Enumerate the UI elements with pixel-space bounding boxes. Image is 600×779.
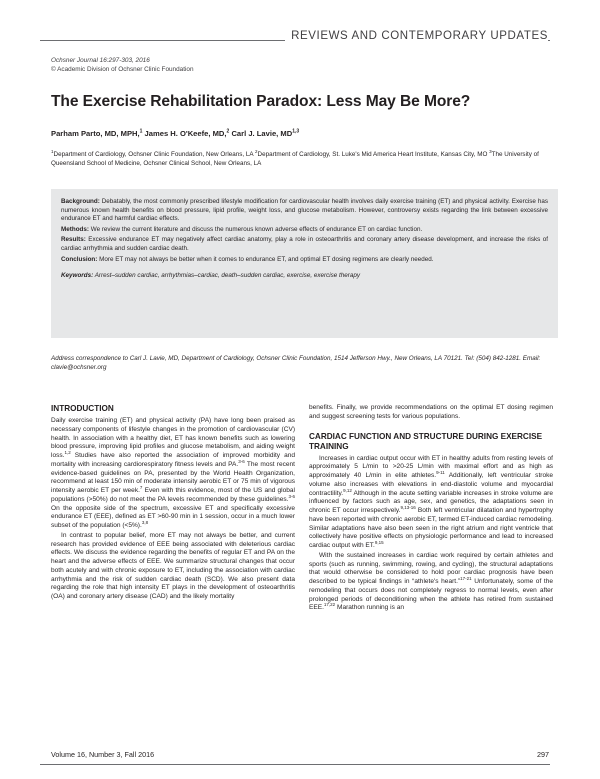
author-affiliation-mark: 2: [226, 128, 230, 135]
abstract-label: Background:: [61, 198, 100, 205]
author-affiliation-mark: 1: [139, 128, 143, 135]
paragraph: [309, 552, 553, 613]
abstract-conclusion: [61, 256, 548, 265]
author-name: James H. O'Keefe, MD,: [144, 129, 227, 138]
paragraph-text: Both left ventricular dilatation and hypertrophy have been reported with chronic aerobic ET, termed ET-induced cardiac remodeling. Similar adaptations have also been seen in the right atrium and right ventricle that collectively have positive effects on physiologic performance and lead to increased cardiac output with ET.: [309, 507, 553, 549]
body-column-left: [51, 404, 295, 603]
paragraph-text: On the opposite side of the spectrum, excessive ET and specifically excessive endurance ET (EEE), defined as ET >60-90 min in 1 session, occur in a much lower subset of the population (<5%).: [51, 504, 295, 529]
paragraph-text: Marathon running is an: [335, 604, 404, 612]
abstract-label: Results:: [61, 236, 86, 244]
citation-mark: 9,13-16: [400, 504, 416, 510]
paragraph: benefits. Finally, we provide recommendations on the optimal ET dosing regimen and suggest screening tests for various populations.: [309, 404, 553, 420]
citation-mark: 3-6: [288, 493, 295, 499]
affiliation-text: Department of Cardiology, St. Luke's Mid America Heart Institute, Kansas City, MO: [257, 151, 490, 158]
affiliation-text: The University of Queensland School of Medicine, Ochsner Clinical School, New Orleans, LA: [51, 151, 539, 167]
citation-mark: 9-11: [436, 469, 445, 475]
affiliation-mark: 3: [489, 148, 492, 154]
section-heading-cardiac-function: CARDIAC FUNCTION AND STRUCTURE DURING EXERCISE TRAINING: [309, 431, 543, 451]
citation-mark: 9,15: [374, 539, 384, 545]
section-heading-introduction: INTRODUCTION: [51, 404, 114, 413]
journal-meta: [51, 56, 194, 74]
abstract-text: More ET may not always be better when it comes to endurance ET, and optimal ET dosing regimens are clearly needed.: [97, 255, 434, 263]
abstract-text: Debatably, the most commonly prescribed lifestyle modification for cardiovascular health involves daily exercise training (ET) and physical activity. Exercise has numerous known health benefits on blood pressure, lipid profile, weight loss, and glucose metabolism. However, controversy exists regarding the link between excessive endurance ET and harmful cardiac effects.: [61, 198, 548, 223]
abstract-results: [61, 236, 548, 253]
citation-mark: 1,2: [64, 449, 71, 455]
affiliation-mark: 2: [255, 148, 258, 154]
abstract-label: Conclusion:: [61, 255, 98, 263]
journal-citation: Ochsner Journal 16:297-303, 2016: [51, 57, 150, 64]
article-title: The Exercise Rehabilitation Paradox: Less May Be More?: [51, 93, 471, 110]
copyright-line: © Academic Division of Ochsner Clinic Foundation: [51, 66, 194, 73]
paragraph-text: Although in the acute setting variable increases in stroke volume are influenced by factors such as age, sex, and genetics, the adaptations seen in chronic ET occur irrespectively.: [309, 489, 553, 514]
page-number: 297: [537, 750, 549, 759]
paragraph-text: With the sustained increases in cardiac work required by certain athletes and sports (such as running, swimming, rowing, and cycling), the structural adaptations that would otherwise be considered to hold poor cardiac prognosis have been described to be typical findings in “athlete's heart.”: [309, 551, 553, 585]
author-name: Parham Parto, MD, MPH,: [51, 129, 140, 138]
keywords-text: Arrest–sudden cardiac, arrhythmias–cardiac, death–sudden cardiac, exercise, exercise therapy: [93, 272, 361, 280]
paragraph-text: Even with this evidence, most of the US and global populations (>50%) do not meet the PA levels recommended by these guidelines.: [51, 487, 295, 503]
paragraph-text: Additionally, left ventricular stroke volume also increases with elevations in end-diastolic volume and myocardial contractility.: [309, 472, 553, 497]
paragraph: [309, 455, 553, 551]
abstract-label: Methods:: [61, 225, 89, 233]
paragraph-text: Studies have also reported the association of improved morbidity and mortality with increasing cardiorespiratory fitness levels and PA.: [51, 452, 295, 468]
abstract-background: [61, 198, 548, 224]
citation-mark: 7: [139, 484, 143, 490]
author-affiliation-mark: 1,3: [292, 128, 300, 135]
section-heading: REVIEWS AND CONTEMPORARY UPDATES: [285, 30, 548, 42]
paragraph-text: The most recent evidence-based guidelines on PA, presented by the World Health Organization, recommend at least 150 min of moderate intensity aerobic ET or 75 min of vigorous intensity aerobic ET per week.: [51, 460, 296, 494]
citation-mark: 17,22: [323, 602, 336, 608]
correspondence-note: Address correspondence to Carl J. Lavie, MD, Department of Cardiology, Ochsner Clinic Foundation, 1514 Jefferson Hwy., New Orleans, LA 70121. Tel: (504) 842-1281. Email: clavie@ochsner.org: [51, 355, 541, 371]
abstract-box: [51, 189, 558, 338]
citation-mark: 9,12: [343, 487, 352, 493]
abstract-text: We review the current literature and discuss the numerous known adverse effects of endurance ET on cardiac function.: [88, 225, 423, 233]
body-column-right: [309, 404, 553, 614]
paragraph: In contrast to popular belief, more ET may not always be better, and current research has provided evidence of EEE being associated with deleterious cardiac effects. We discuss the evidence regarding the benefits of regular ET and PA on the heart and the adverse effects of EEE. We summarize structural changes that occur both acutely and with chronic exposure to ET, including the association with cardiac arrhythmia and the risk of sudden cardiac death (SCD). We also present data regarding the role that high intensity ET plays in the development of osteoarthritis (OA) and coronary artery disease (CAD) and the likely mortality: [51, 531, 295, 600]
citation-mark: 3-6: [238, 458, 245, 464]
paragraph-text: Increases in cardiac output occur with ET in healthy adults from resting levels of approximately 5 L/min to >20-25 L/min with maximal effort and as high as approximately 40 L/min in elite athletes.: [309, 454, 553, 479]
abstract-keywords: [61, 272, 548, 281]
abstract-text: Excessive endurance ET may negatively affect cardiac anatomy, play a role in osteoarthritis and coronary artery disease development, and increase the risks of cardiac arrhythmia and sudden cardiac death.: [61, 236, 548, 252]
citation-mark: 17-21: [460, 575, 472, 581]
author-list: [51, 129, 561, 138]
footer-issue: Volume 16, Number 3, Fall 2016: [51, 750, 155, 759]
footer-rule: [40, 764, 550, 765]
paragraph-text: Unfortunately, some of the remodeling that occurs does not completely regress to normal levels, even after prolonged periods of deconditioning when the athlete has retired from sustained EEE.: [309, 578, 553, 612]
paragraph: [51, 417, 295, 531]
paragraph-text: Daily exercise training (ET) and physical activity (PA) have long been praised as necessary components of lifestyle changes in the promotion of cardiovascular (CV) health. In association with a healthy diet, ET has known benefits such as lowering blood pressure, improving lipid profiles and glucose metabolism, and aiding weight loss.: [51, 417, 295, 459]
abstract-methods: [61, 226, 548, 235]
keywords-label: Keywords:: [61, 272, 94, 280]
affiliation-mark: 1: [51, 148, 54, 154]
affiliations: [51, 148, 556, 169]
author-name: Carl J. Lavie, MD: [231, 129, 293, 138]
affiliation-text: Department of Cardiology, Ochsner Clinic Foundation, New Orleans, LA: [53, 151, 255, 158]
citation-mark: 3,8: [141, 519, 149, 525]
